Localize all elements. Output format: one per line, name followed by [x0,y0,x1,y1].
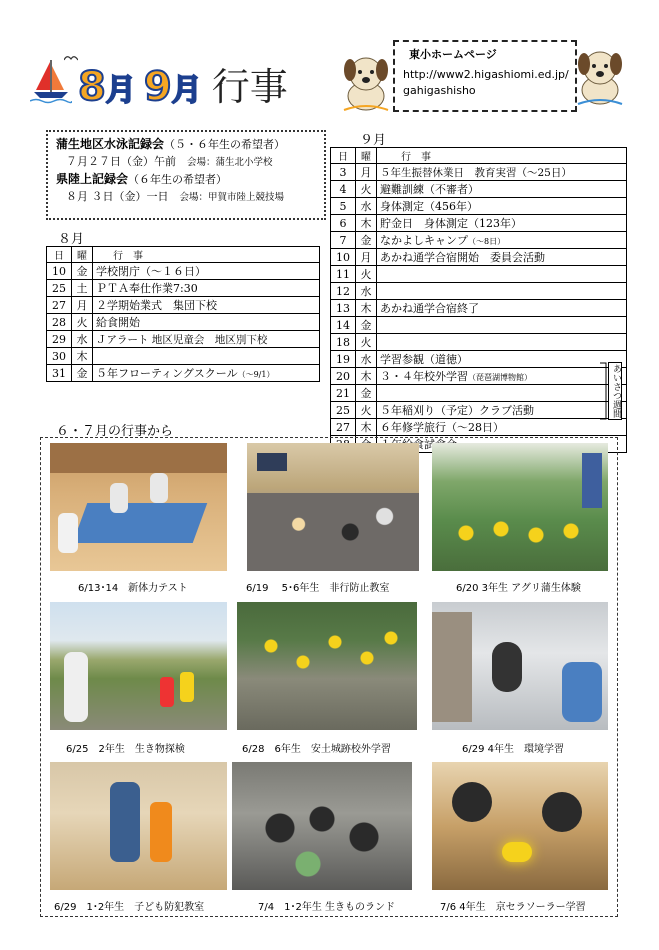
homepage-url-line1[interactable]: http://www2.higashiomi.ed.jp/ [403,68,569,81]
day-cell: 25 [47,280,72,297]
greeting-week-note [608,362,622,420]
track-meet-target: （６年生の希望者） [128,173,228,186]
event-cell: ２学期始業式 集団下校 [93,297,320,314]
weekday-cell: 木 [356,300,377,317]
weekday-cell: 金 [72,263,93,280]
header-day: 日 [47,247,72,263]
table-row [331,351,627,368]
header-event: 行 事 [93,247,320,263]
header-weekday: 曜 [356,148,377,164]
event-text: なかよしキャンプ [380,234,468,247]
bracket-line [600,362,608,420]
weekday-cell: 火 [356,181,377,198]
september-calendar [330,147,627,453]
event-cell: あかね通学合宿終了 [377,300,627,317]
event-cell [93,348,320,365]
table-row [331,334,627,351]
weekday-cell: 月 [356,249,377,266]
day-cell: 3 [331,164,356,181]
event-text: ３・４年校外学習 [380,370,468,383]
event-note: （～8日） [468,237,506,246]
weekday-cell: 水 [356,198,377,215]
event-cell [377,385,627,402]
day-cell: 19 [331,351,356,368]
table-row [331,198,627,215]
greeting-week-text: あいさつ週間 [611,364,621,418]
swim-meet-place: 会場：蒲生北小学校 [187,157,273,168]
table-row [47,314,320,331]
event-cell: 避難訓練（不審者） [377,181,627,198]
table-row [331,215,627,232]
title-unit-1: 月 [105,73,136,108]
table-row [331,317,627,334]
caption-4: 6/25 2年生 生き物探検 [66,744,185,755]
table-header-row [331,148,627,164]
table-row [331,232,627,249]
day-cell: 29 [47,331,72,348]
event-cell [377,232,627,249]
table-row [331,385,627,402]
september-label: ９月 [360,133,387,148]
event-note: （琵琶湖博物館） [468,373,532,382]
weekday-cell: 木 [72,348,93,365]
day-cell: 5 [331,198,356,215]
day-cell: 25 [331,402,356,419]
caption-5: 6/28 6年生 安土城跡校外学習 [242,744,391,755]
header-day: 日 [331,148,356,164]
photo-fitness-test [50,443,227,571]
caption-8: 7/4 1･2年生 生きものランド [258,902,395,913]
day-cell: 14 [331,317,356,334]
photo-crime-prevention [50,762,227,890]
table-row [331,266,627,283]
day-cell: 10 [47,263,72,280]
photo-delinquency-prevention [247,443,419,571]
weekday-cell: 金 [356,317,377,334]
event-cell: 学校閉庁（～１６日） [93,263,320,280]
homepage-box [393,40,577,112]
photo-azuchi-castle-trip [237,602,417,730]
event-cell [377,368,627,385]
day-cell: 7 [331,232,356,249]
event-cell [377,334,627,351]
table-row [331,402,627,419]
table-header-row [47,247,320,263]
day-cell: 18 [331,334,356,351]
sailboat-icon [30,58,72,104]
day-cell: 4 [331,181,356,198]
table-row [47,348,320,365]
table-row [331,283,627,300]
weekday-cell: 水 [72,331,93,348]
day-cell: 20 [331,368,356,385]
table-row [331,419,627,436]
weekday-cell: 火 [356,334,377,351]
day-cell: 21 [331,385,356,402]
table-row [47,297,320,314]
august-calendar [46,246,320,382]
table-row [331,368,627,385]
day-cell: 6 [331,215,356,232]
weekday-cell: 月 [356,164,377,181]
day-cell: 28 [47,314,72,331]
august-label: ８月 [58,232,85,247]
caption-2: 6/19 5･6年生 非行防止教室 [246,583,390,594]
event-cell [93,365,320,382]
caption-1: 6/13･14 新体力テスト [78,583,188,594]
swim-meet-date: ７月２７日（金）午前 [66,155,176,168]
day-cell: 27 [47,297,72,314]
day-cell: 30 [47,348,72,365]
table-row [331,164,627,181]
weekday-cell: 木 [356,368,377,385]
table-row [331,181,627,198]
photos-section-title: ６・７月の行事から [56,424,174,439]
event-cell: ＰＴＡ奉仕作業7:30 [93,280,320,297]
photo-creature-land [232,762,412,890]
event-cell [377,317,627,334]
weekday-cell: 金 [72,365,93,382]
weekday-cell: 火 [356,266,377,283]
day-cell: 12 [331,283,356,300]
event-cell: 学習参観（道徳） [377,351,627,368]
weekday-cell: 土 [72,280,93,297]
swim-meet-target: （５・６年生の希望者） [164,138,286,151]
weekday-cell: 金 [356,232,377,249]
homepage-url-line2[interactable]: gahigashisho [403,84,476,97]
event-cell [377,283,627,300]
weekday-cell: 金 [356,385,377,402]
caption-7: 6/29 1･2年生 子ども防犯教室 [54,902,205,913]
day-cell: 13 [331,300,356,317]
dog-mascot-right-icon [572,44,628,106]
title-event-word: 行事 [211,65,288,109]
event-cell [377,266,627,283]
competition-notice-box [46,130,326,220]
header [30,52,340,110]
event-note: （～9/1） [237,370,275,379]
weekday-cell: 月 [72,297,93,314]
title-month-2: 9 [143,64,172,110]
day-cell: 11 [331,266,356,283]
header-weekday: 曜 [72,247,93,263]
event-text: ５年フローティングスクール [96,367,238,380]
day-cell: 27 [331,419,356,436]
event-cell: あかね通学合宿開始 委員会活動 [377,249,627,266]
table-row [331,249,627,266]
caption-9: 7/6 4年生 京セラソーラー学習 [440,902,586,913]
weekday-cell: 火 [356,402,377,419]
table-row [47,280,320,297]
table-row [47,331,320,348]
event-cell: 身体測定（456年） [377,198,627,215]
event-cell: ５年稲刈り（予定）クラブ活動 [377,402,627,419]
day-cell: 31 [47,365,72,382]
swim-meet-title: 蒲生地区水泳記録会 [56,137,165,151]
event-cell: 貯金日 身体測定（123年） [377,215,627,232]
weekday-cell: 水 [356,283,377,300]
photo-creature-exploration [50,602,227,730]
title-unit-2: 月 [171,73,202,108]
homepage-title: 東小ホームページ [409,48,497,61]
table-row [47,263,320,280]
event-cell: ６年修学旅行（～28日） [377,419,627,436]
event-cell: ５年生振替休業日 教育実習（～25日） [377,164,627,181]
caption-3: 6/20 3年生 アグリ蒲生体験 [456,583,581,594]
weekday-cell: 木 [356,215,377,232]
photo-solar-study [432,762,608,890]
event-cell: Ｊアラート 地区児童会 地区別下校 [93,331,320,348]
event-cell: 給食開始 [93,314,320,331]
photo-environment-study [432,602,608,730]
weekday-cell: 火 [72,314,93,331]
title-month-1: 8 [78,64,106,110]
header-title [78,56,288,111]
weekday-cell: 水 [356,351,377,368]
table-row [331,300,627,317]
header-event: 行 事 [377,148,627,164]
weekday-cell: 木 [356,419,377,436]
dog-mascot-left-icon [338,50,394,112]
seagull-icon [64,54,78,62]
table-row [47,365,320,382]
photo-agri-experience [432,443,608,571]
day-cell: 10 [331,249,356,266]
caption-6: 6/29 4年生 環境学習 [462,744,564,755]
track-meet-place: 会場：甲賀市陸上競技場 [179,192,285,203]
track-meet-date: ８月 ３日（金）一日 [66,190,169,203]
track-meet-title: 県陸上記録会 [56,172,129,186]
